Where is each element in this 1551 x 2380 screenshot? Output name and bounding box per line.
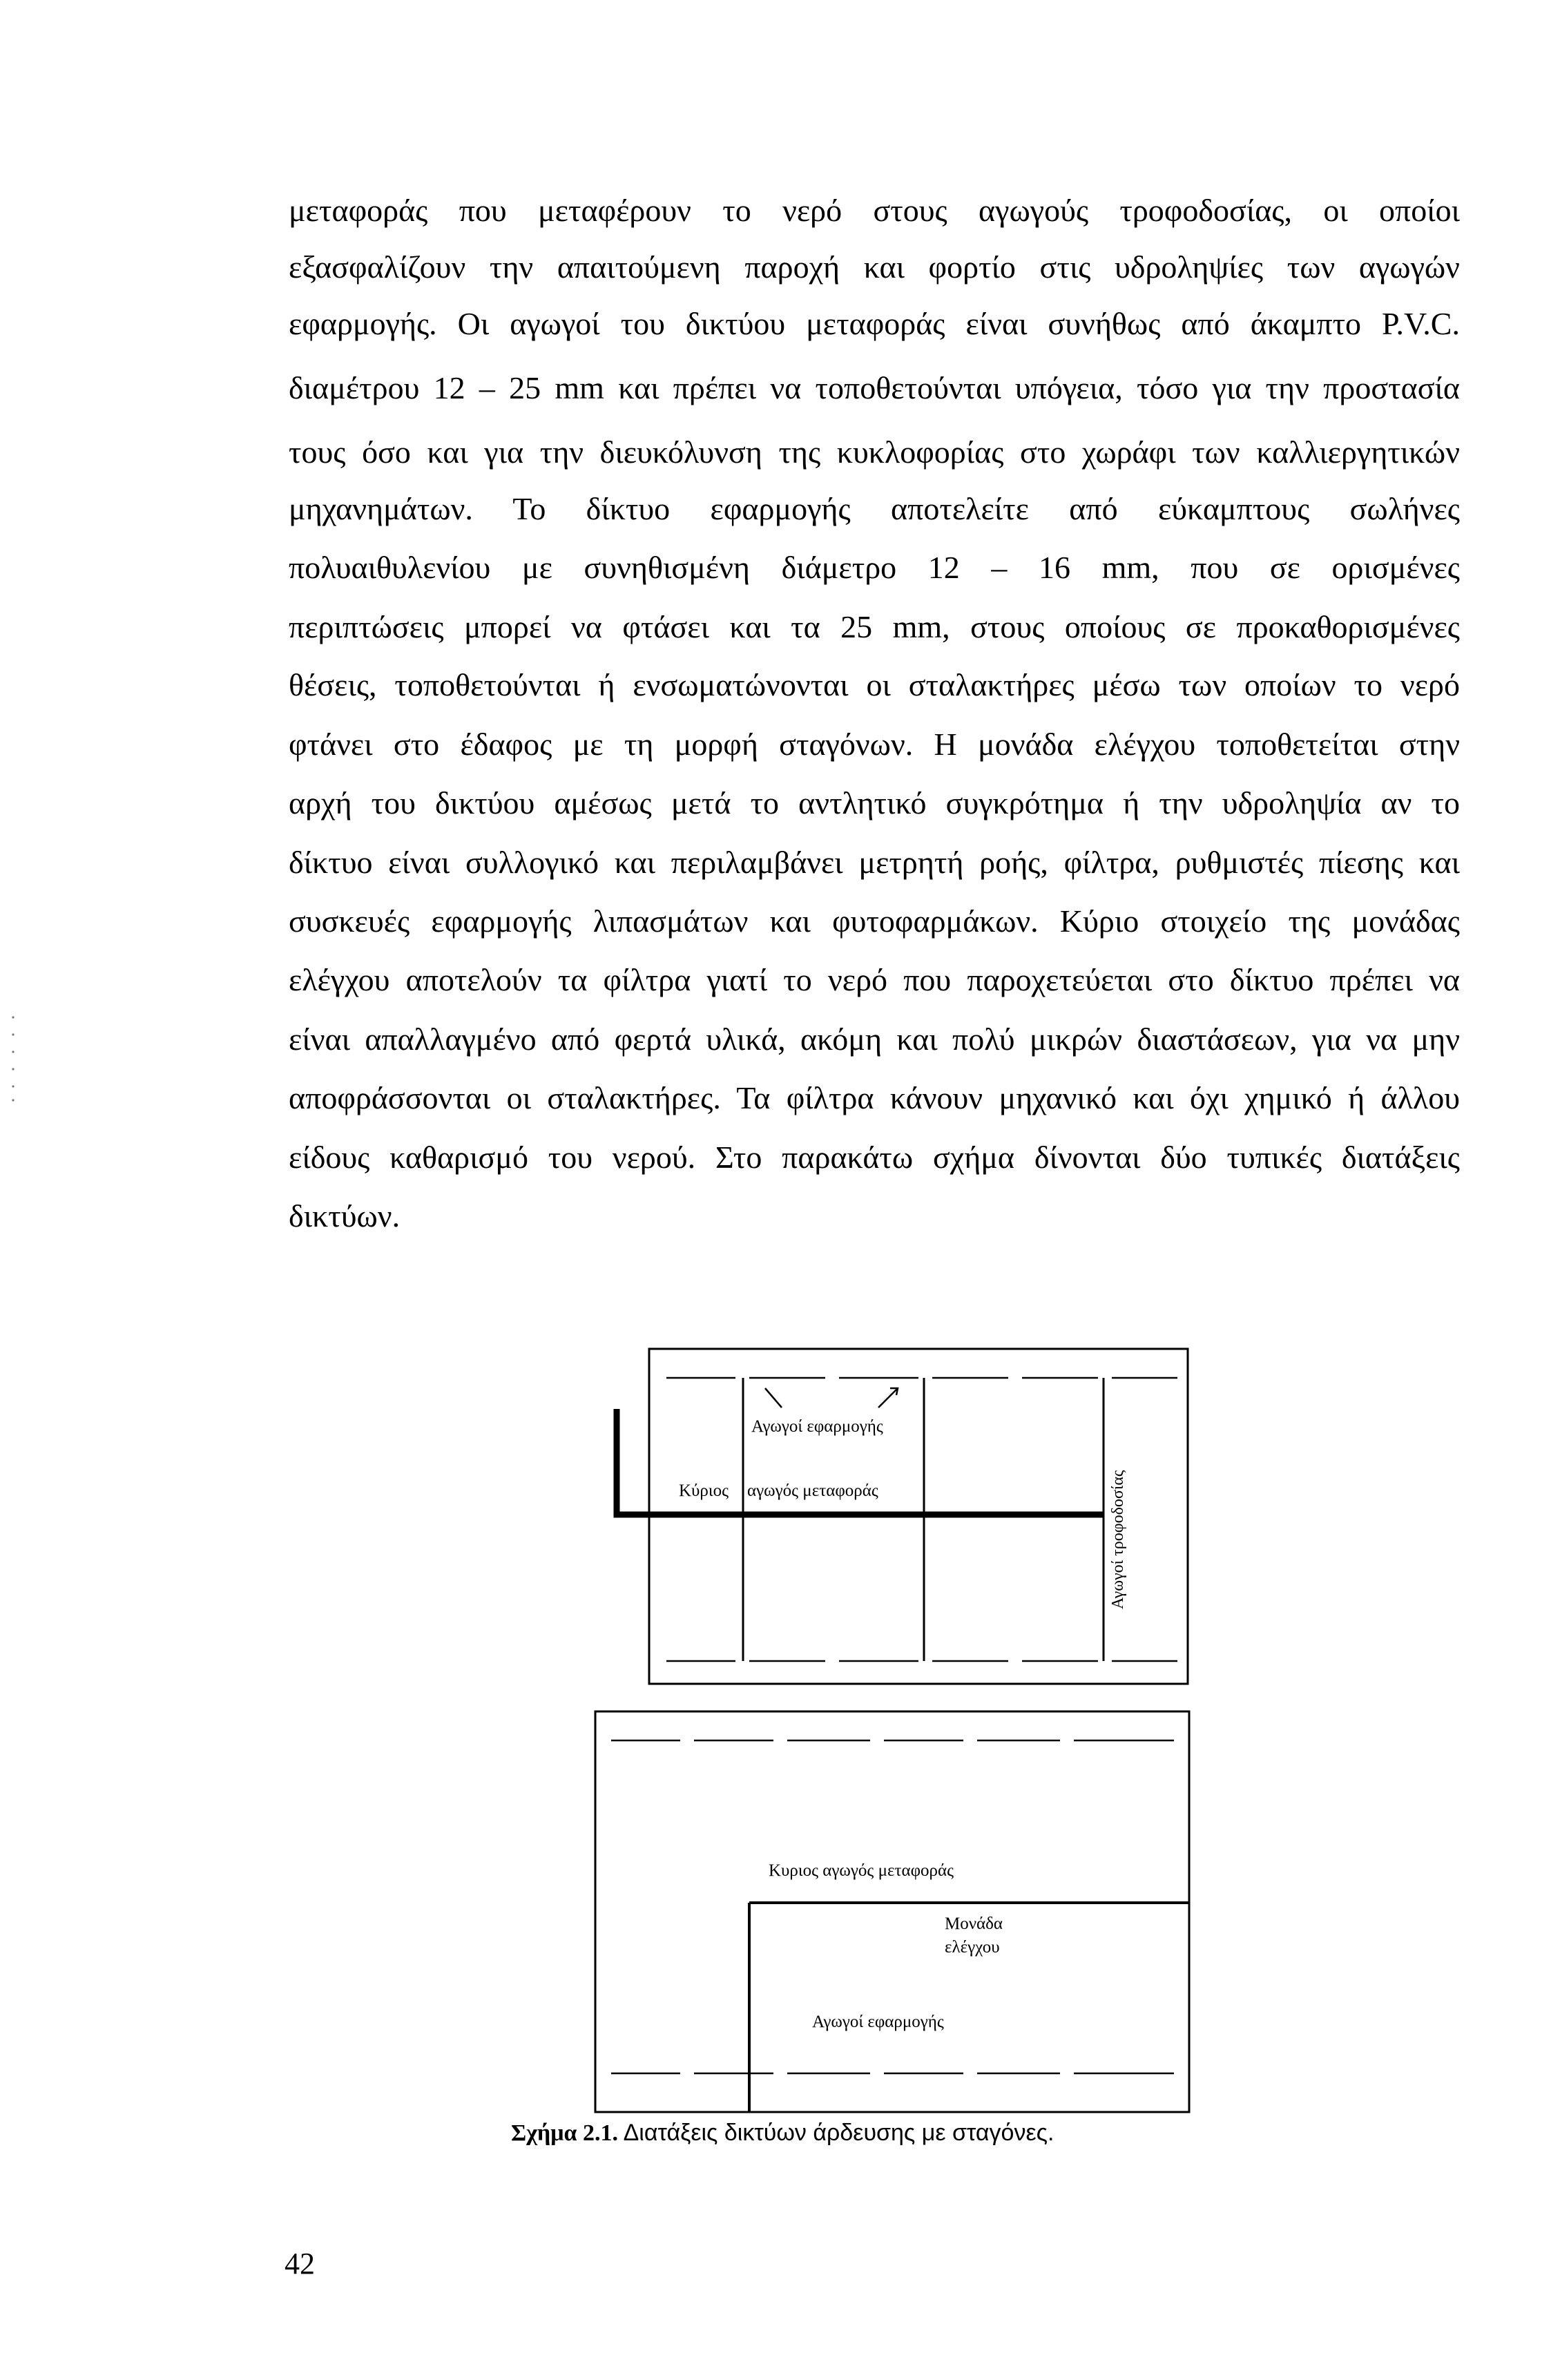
- label-transport-pipe: αγωγός μεταφοράς: [747, 1481, 878, 1500]
- text-line: δικτύων.: [289, 1198, 401, 1234]
- label-application-pipes-a: Αγωγοί εφαρμογής: [751, 1417, 883, 1436]
- text-line: περιπτώσεις μπορεί να φτάσει και τα 25 mm, στους οποίους σε προκαθορισμένες: [289, 609, 1460, 644]
- label-application-pipes-b: Αγωγοί εφαρμογής: [812, 2013, 944, 2031]
- text-line: ελέγχου αποτελούν τα φίλτρα γιατί το νερό που παροχετεύεται στο δίκτυο πρέπει να: [289, 962, 1460, 997]
- caption-text: Διατάξεις δικτύων άρδευσης με σταγόνες.: [618, 2120, 1054, 2146]
- text-line: μεταφοράς που μεταφέρουν το νερό στους αγωγούς τροφοδοσίας, οι οποίοι: [289, 193, 1460, 228]
- figure-caption: [511, 2115, 1243, 2150]
- text-line: τους όσο και για την διευκόλυνση της κυκλοφορίας στο χωράφι των καλλιεργητικών: [289, 434, 1460, 470]
- text-line: συσκευές εφαρμογής λιπασμάτων και φυτοφαρμάκων. Κύριο στοιχείο της μονάδας: [289, 903, 1460, 939]
- text-line: δίκτυο είναι συλλογικό και περιλαμβάνει μετρητή ροής, φίλτρα, ρυθμιστές πίεσης και: [289, 845, 1460, 880]
- caption-number: Σχήμα 2.1.: [511, 2120, 618, 2146]
- text-line: πολυαιθυλενίου με συνηθισμένη διάμετρο 12 – 16 mm, που σε ορισμένες: [289, 550, 1460, 585]
- label-control-unit-2: ελέγχου: [945, 1938, 1000, 1957]
- text-line: αποφράσσονται οι σταλακτήρες. Τα φίλτρα κάνουν μηχανικό και όχι χημικό ή άλλου: [289, 1080, 1460, 1115]
- diagram-b-frame: [595, 1711, 1189, 2112]
- text-line: μηχανημάτων. Το δίκτυο εφαρμογής αποτελείτε από εύκαμπτους σωλήνες: [289, 491, 1460, 526]
- text-line: αρχή του δικτύου αμέσως μετά το αντλητικό συγκρότημα ή την υδροληψία αν το: [289, 785, 1460, 820]
- label-control-unit-1: Μονάδα: [945, 1914, 1003, 1933]
- text-line: φτάνει στο έδαφος με τη μορφή σταγόνων. Η μονάδα ελέγχου τοποθετείται στην: [289, 727, 1460, 762]
- label-main: Κύριος: [679, 1481, 729, 1500]
- text-line: θέσεις, τοποθετούνται ή ενσωματώνονται οι σταλακτήρες μέσω των οποίων το νερό: [289, 667, 1460, 702]
- text-line: είναι απαλλαγμένο από φερτά υλικά, ακόμη και πολύ μικρών διαστάσεων, για να μην: [289, 1021, 1460, 1057]
- text-line: εξασφαλίζουν την απαιτούμενη παροχή και φορτίο στις υδροληψίες των αγωγών: [289, 249, 1460, 285]
- label-feed-pipes: Αγωγοί τροφοδοσίας: [1109, 1470, 1127, 1609]
- label-main-transport-b: Κυριος αγωγός μεταφοράς: [769, 1861, 954, 1880]
- text-line: εφαρμογής. Οι αγωγοί του δικτύου μεταφοράς είναι συνήθως από άκαμπτο P.V.C.: [289, 306, 1460, 341]
- page-number: 42: [285, 2247, 315, 2281]
- text-line: είδους καθαρισμό του νερού. Στο παρακάτω σχήμα δίνονται δύο τυπικές διατάξεις: [289, 1140, 1460, 1175]
- text-line: διαμέτρου 12 – 25 mm και πρέπει να τοποθετούνται υπόγεια, τόσο για την προστασία: [289, 370, 1460, 405]
